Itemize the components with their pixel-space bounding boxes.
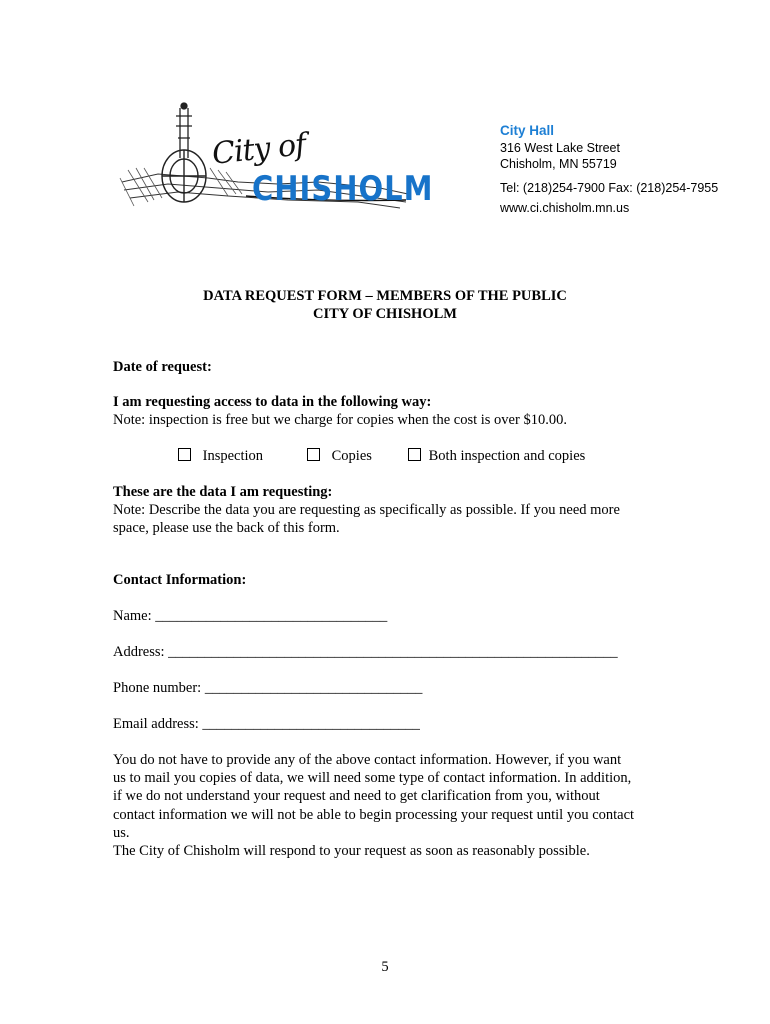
closing-line: if we do not understand your request and need to get clarification from you, without (113, 788, 600, 805)
both-checkbox[interactable] (408, 448, 421, 461)
inspection-label: Inspection (202, 448, 264, 464)
option-both[interactable] (408, 448, 585, 465)
inspection-checkbox[interactable] (178, 448, 191, 461)
phone-fax: Tel: (218)254-7900 Fax: (218)254-7955 (500, 180, 719, 195)
city-hall-heading: City Hall (500, 123, 555, 138)
form-title: DATA REQUEST FORM – MEMBERS OF THE PUBLIC (203, 288, 567, 304)
form-subtitle: CITY OF CHISHOLM (313, 306, 457, 322)
website: www.ci.chisholm.mn.us (500, 201, 630, 215)
copies-checkbox[interactable] (307, 448, 320, 461)
address-field[interactable]: Address: ______________________________________________________________ (113, 644, 618, 660)
closing-line: contact information we will not be able to begin processing your request until you contact (113, 806, 635, 823)
closing-line: us. (113, 824, 130, 841)
copies-label: Copies (331, 448, 372, 464)
closing-paragraph (113, 751, 643, 860)
phone-number-field[interactable]: Phone number: ______________________________ (113, 680, 423, 696)
logo-script-text: City of (210, 127, 307, 172)
closing-line: You do not have to provide any of the above contact information. However, if you want (113, 752, 622, 768)
closing-line: us to mail you copies of data, we will need some type of contact information. In addition, (113, 770, 632, 787)
contact-info-heading: Contact Information: (113, 572, 247, 588)
city-state-zip: Chisholm, MN 55719 (500, 157, 617, 171)
street-address: 316 West Lake Street (500, 140, 620, 155)
data-note-line-2: space, please use the back of this form. (113, 520, 340, 536)
email-address-field[interactable]: Email address: ______________________________ (113, 716, 420, 732)
option-inspection[interactable] (178, 448, 263, 465)
data-note-line-1: Note: Describe the data you are requesting as specifically as possible. If you need more (113, 502, 620, 518)
option-copies[interactable] (307, 448, 372, 465)
closing-line: The City of Chisholm will respond to your request as soon as reasonably possible. (113, 843, 590, 860)
date-of-request-label: Date of request: (113, 359, 212, 375)
access-method-heading: I am requesting access to data in the following way: (113, 394, 432, 410)
logo-wordmark: CHISHOLM (252, 168, 434, 209)
city-hall-address-block (500, 123, 718, 217)
city-logo (118, 98, 434, 216)
page-number: 5 (381, 959, 389, 975)
name-field[interactable]: Name: ________________________________ (113, 608, 388, 624)
both-label: Both inspection and copies (428, 448, 586, 464)
access-note: Note: inspection is free but we charge for copies when the cost is over $10.00. (113, 412, 567, 428)
data-requested-heading: These are the data I am requesting: (113, 484, 333, 500)
